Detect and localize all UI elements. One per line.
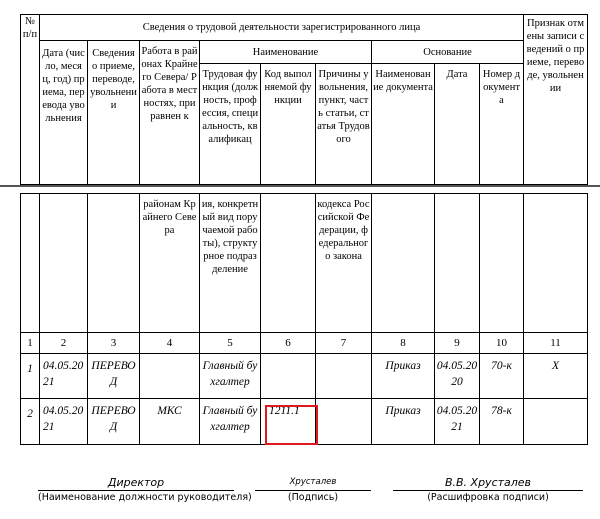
col-header-6: Код выполняемой функции — [261, 64, 316, 185]
col-header-11: Признак отмены записи сведений о приеме, переводе, увольнении — [524, 15, 588, 185]
col-header-5: Трудовая функция (должность, профессия, специальность, квалификац — [200, 64, 261, 185]
col-header-3: Сведения о приеме, переводе, увольнении — [88, 41, 140, 185]
col-number-10: 10 — [480, 333, 524, 354]
cell-cancel-flag — [524, 399, 588, 445]
cell-north — [140, 354, 200, 399]
name-value: В.В. Хрусталев — [393, 476, 583, 491]
col-number-6: 6 — [261, 333, 316, 354]
col-number-4: 4 — [140, 333, 200, 354]
col-cont-9 — [435, 194, 480, 333]
group-header-basis: Основание — [372, 41, 524, 64]
cell-doc-number: 78-к — [480, 399, 524, 445]
col-cont-4: районам Крайнего Севера — [140, 194, 200, 333]
cell-date: 04.05.2021 — [40, 354, 88, 399]
col-cont-2 — [40, 194, 88, 333]
cell-north: МКС — [140, 399, 200, 445]
signature-value: Хрусталев — [255, 476, 371, 491]
table-title: Сведения о трудовой деятельности зарегистрированного лица — [40, 15, 524, 41]
col-cont-3 — [88, 194, 140, 333]
col-number-1: 1 — [21, 333, 40, 354]
col-header-10: Номер документа — [480, 64, 524, 185]
cell-code — [261, 354, 316, 399]
cell-doc-number: 70-к — [480, 354, 524, 399]
cell-event: ПЕРЕВОД — [88, 399, 140, 445]
cell-function: Главный бухгалтер — [200, 399, 261, 445]
row-number: 2 — [21, 399, 40, 445]
col-number-8: 8 — [372, 333, 435, 354]
col-header-7: Причины увольнения, пункт, часть статьи, статья Трудового — [316, 64, 372, 185]
col-cont-6 — [261, 194, 316, 333]
col-cont-10 — [480, 194, 524, 333]
col-number-7: 7 — [316, 333, 372, 354]
cell-code: 1211.1 — [261, 399, 316, 445]
name-caption: (Расшифровка подписи) — [427, 492, 549, 503]
signature-block — [255, 476, 371, 504]
col-cont-11 — [524, 194, 588, 333]
col-header-9: Дата — [435, 64, 480, 185]
cell-doc-name: Приказ — [372, 399, 435, 445]
group-header-name: Наименование — [200, 41, 372, 64]
cell-date: 04.05.2021 — [40, 399, 88, 445]
cell-reason — [316, 399, 372, 445]
labor-records-table-header — [20, 14, 588, 185]
table-row — [21, 354, 588, 399]
col-number-2: 2 — [40, 333, 88, 354]
col-cont-1 — [21, 194, 40, 333]
cell-reason — [316, 354, 372, 399]
col-number-3: 3 — [88, 333, 140, 354]
col-cont-8 — [372, 194, 435, 333]
col-number-5: 5 — [200, 333, 261, 354]
page-break-divider — [0, 185, 600, 187]
position-caption: (Наименование должности руководителя) — [38, 492, 252, 503]
col-header-2: Дата (число, месяц, год) приема, перевода увольнения — [40, 41, 88, 185]
signature-caption: (Подпись) — [287, 492, 339, 503]
col-header-1: № п/п — [21, 15, 40, 185]
col-number-9: 9 — [435, 333, 480, 354]
signature-name-block — [393, 476, 583, 504]
cell-function: Главный бухгалтер — [200, 354, 261, 399]
col-cont-5: ия, конкретный вид поручаемой работы), структурное подразделение — [200, 194, 261, 333]
cell-cancel-flag: Х — [524, 354, 588, 399]
position-value: Директор — [38, 476, 234, 491]
col-number-11: 11 — [524, 333, 588, 354]
function-code-highlight — [265, 405, 318, 445]
cell-doc-date: 04.05.2020 — [435, 354, 480, 399]
signature-position-block — [38, 476, 252, 504]
col-cont-7: кодекса Российской Федерации, федерального закона — [316, 194, 372, 333]
cell-event: ПЕРЕВОД — [88, 354, 140, 399]
row-number: 1 — [21, 354, 40, 399]
col-header-4: Работа в районах Крайнего Севера/ Работа в местностях, приравнен к — [140, 41, 200, 185]
cell-doc-date: 04.05.2021 — [435, 399, 480, 445]
col-header-8: Наименование документа — [372, 64, 435, 185]
cell-doc-name: Приказ — [372, 354, 435, 399]
